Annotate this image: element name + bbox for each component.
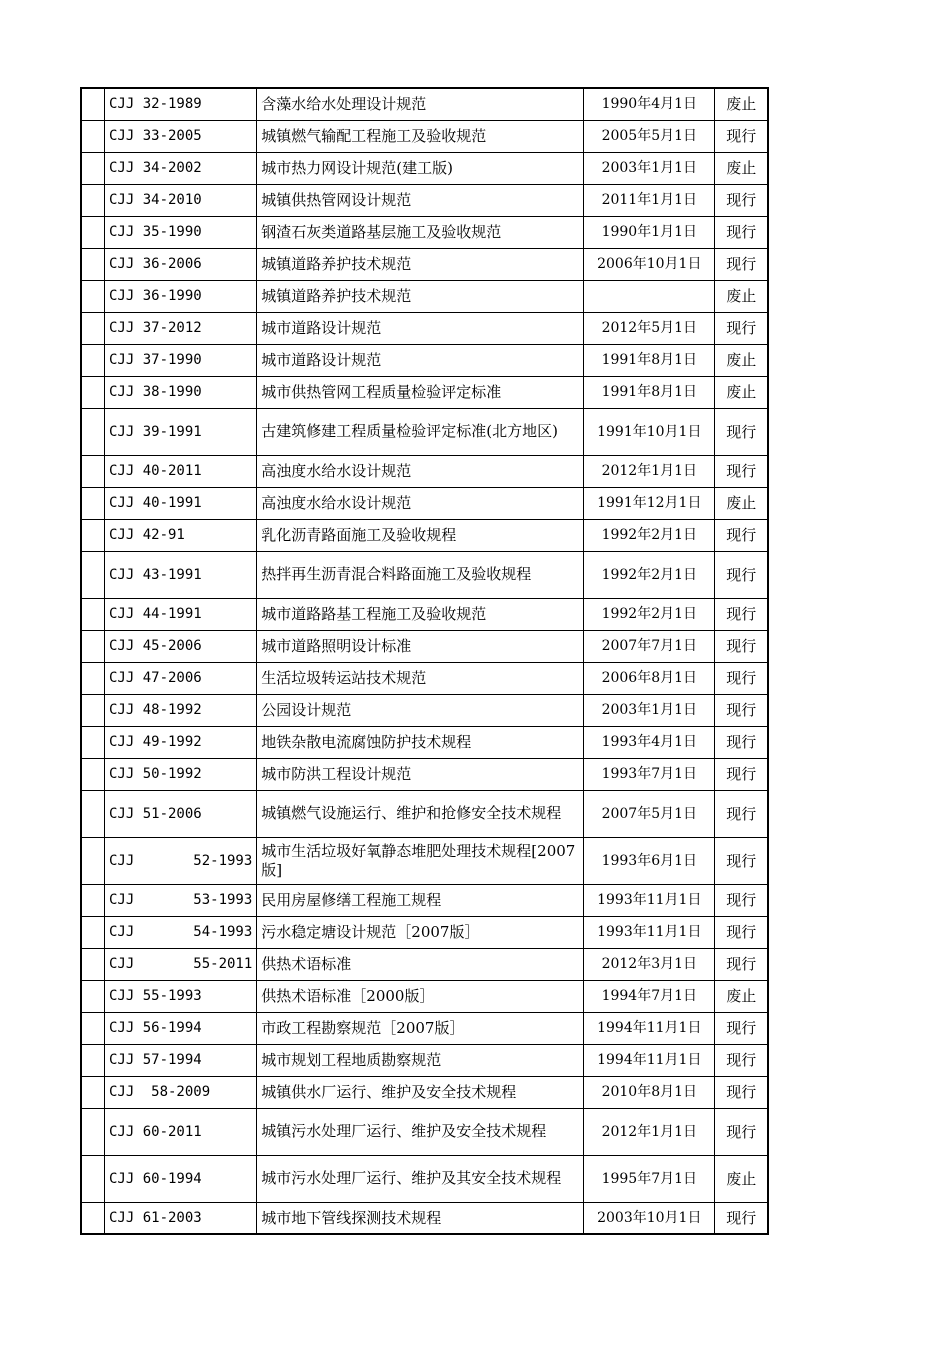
effective-date-cell[interactable]: 2005年5月1日 [584, 120, 715, 152]
status-cell[interactable]: 现行 [715, 1076, 769, 1108]
standard-name-cell[interactable]: 城镇道路养护技术规范 [257, 280, 584, 312]
row-index-cell[interactable] [81, 1076, 105, 1108]
standard-code-cell[interactable]: CJJ 40-1991 [105, 487, 257, 519]
table-row [81, 980, 768, 1012]
standard-name-cell[interactable]: 城镇燃气设施运行、维护和抢修安全技术规程 [257, 790, 584, 837]
effective-date-cell[interactable]: 2012年5月1日 [584, 312, 715, 344]
standard-name-cell[interactable]: 供热术语标准 [257, 948, 584, 980]
status-cell[interactable]: 现行 [715, 408, 769, 455]
standard-code-cell[interactable]: CJJ 55-1993 [105, 980, 257, 1012]
row-index-cell[interactable] [81, 790, 105, 837]
table-row [81, 1012, 768, 1044]
table-row [81, 1076, 768, 1108]
standard-code-cell[interactable]: CJJ 34-2010 [105, 184, 257, 216]
effective-date-cell[interactable]: 1991年8月1日 [584, 344, 715, 376]
standard-code-cell[interactable]: CJJ 37-1990 [105, 344, 257, 376]
row-index-cell[interactable] [81, 216, 105, 248]
table-row [81, 726, 768, 758]
standard-code-cell[interactable]: CJJ 35-1990 [105, 216, 257, 248]
status-cell[interactable]: 现行 [715, 519, 769, 551]
effective-date-cell[interactable]: 1992年2月1日 [584, 551, 715, 598]
table-row [81, 376, 768, 408]
standard-name-cell[interactable]: 乳化沥青路面施工及验收规程 [257, 519, 584, 551]
standard-name-cell[interactable]: 污水稳定塘设计规范［2007版］ [257, 916, 584, 948]
row-index-cell[interactable] [81, 948, 105, 980]
standard-code-cell[interactable]: CJJ 51-2006 [105, 790, 257, 837]
table-row [81, 551, 768, 598]
effective-date-cell[interactable]: 1993年6月1日 [584, 837, 715, 884]
table-row [81, 916, 768, 948]
row-index-cell[interactable] [81, 312, 105, 344]
standard-code-cell[interactable]: CJJ 43-1991 [105, 551, 257, 598]
table-row [81, 694, 768, 726]
table-row [81, 216, 768, 248]
row-index-cell[interactable] [81, 1202, 105, 1234]
standard-name-cell[interactable]: 城市道路路基工程施工及验收规范 [257, 598, 584, 630]
standard-name-cell[interactable]: 高浊度水给水设计规范 [257, 487, 584, 519]
standard-code-cell[interactable]: CJJ 57-1994 [105, 1044, 257, 1076]
standard-name-cell[interactable]: 钢渣石灰类道路基层施工及验收规范 [257, 216, 584, 248]
row-index-cell[interactable] [81, 248, 105, 280]
standard-name-cell[interactable]: 热拌再生沥青混合料路面施工及验收规程 [257, 551, 584, 598]
standard-name-cell[interactable]: 城市道路照明设计标准 [257, 630, 584, 662]
standard-name-cell[interactable]: 城市防洪工程设计规范 [257, 758, 584, 790]
standard-name-cell[interactable]: 城市地下管线探测技术规程 [257, 1202, 584, 1234]
effective-date-cell[interactable]: 1991年12月1日 [584, 487, 715, 519]
effective-date-cell[interactable]: 2007年5月1日 [584, 790, 715, 837]
status-cell[interactable]: 现行 [715, 837, 769, 884]
row-index-cell[interactable] [81, 837, 105, 884]
standard-name-cell[interactable]: 城镇燃气输配工程施工及验收规范 [257, 120, 584, 152]
status-cell[interactable]: 现行 [715, 790, 769, 837]
effective-date-cell[interactable]: 2010年8月1日 [584, 1076, 715, 1108]
effective-date-cell[interactable]: 1994年11月1日 [584, 1012, 715, 1044]
table-row [81, 312, 768, 344]
standard-name-cell[interactable]: 城镇供水厂运行、维护及安全技术规程 [257, 1076, 584, 1108]
standard-code-cell[interactable]: CJJ 61-2003 [105, 1202, 257, 1234]
standards-table-body [81, 88, 768, 1234]
standard-name-cell[interactable]: 高浊度水给水设计规范 [257, 455, 584, 487]
effective-date-cell[interactable]: 1992年2月1日 [584, 519, 715, 551]
standard-code-cell[interactable]: CJJ 47-2006 [105, 662, 257, 694]
table-row [81, 1202, 768, 1234]
status-cell[interactable]: 现行 [715, 598, 769, 630]
status-cell[interactable]: 现行 [715, 216, 769, 248]
effective-date-cell[interactable]: 1990年1月1日 [584, 216, 715, 248]
table-row [81, 758, 768, 790]
standard-name-cell[interactable]: 城镇道路养护技术规范 [257, 248, 584, 280]
standard-code-cell[interactable]: CJJ 48-1992 [105, 694, 257, 726]
effective-date-cell[interactable]: 1991年8月1日 [584, 376, 715, 408]
row-index-cell[interactable] [81, 120, 105, 152]
standard-name-cell[interactable]: 城市污水处理厂运行、维护及其安全技术规程 [257, 1155, 584, 1202]
row-index-cell[interactable] [81, 408, 105, 455]
standard-code-cell[interactable]: CJJ 54-1993 [105, 916, 257, 948]
effective-date-cell[interactable]: 1993年4月1日 [584, 726, 715, 758]
effective-date-cell[interactable]: 2007年7月1日 [584, 630, 715, 662]
table-row [81, 152, 768, 184]
table-row [81, 1044, 768, 1076]
standard-name-cell[interactable]: 城市道路设计规范 [257, 312, 584, 344]
table-row [81, 455, 768, 487]
standard-code-cell[interactable]: CJJ 50-1992 [105, 758, 257, 790]
effective-date-cell[interactable]: 2003年10月1日 [584, 1202, 715, 1234]
status-cell[interactable]: 现行 [715, 184, 769, 216]
standard-code-cell[interactable]: CJJ 60-1994 [105, 1155, 257, 1202]
row-index-cell[interactable] [81, 184, 105, 216]
effective-date-cell[interactable]: 2006年10月1日 [584, 248, 715, 280]
table-row [81, 630, 768, 662]
row-index-cell[interactable] [81, 487, 105, 519]
status-cell[interactable]: 废止 [715, 152, 769, 184]
status-cell[interactable]: 现行 [715, 120, 769, 152]
table-row [81, 948, 768, 980]
status-cell[interactable]: 现行 [715, 758, 769, 790]
standard-name-cell[interactable]: 城市规划工程地质勘察规范 [257, 1044, 584, 1076]
effective-date-cell[interactable]: 1993年7月1日 [584, 758, 715, 790]
table-row [81, 837, 768, 884]
table-row [81, 344, 768, 376]
row-index-cell[interactable] [81, 551, 105, 598]
standards-table [80, 87, 769, 1235]
effective-date-cell[interactable] [584, 280, 715, 312]
row-index-cell[interactable] [81, 152, 105, 184]
effective-date-cell[interactable]: 2012年1月1日 [584, 455, 715, 487]
standard-code-cell[interactable]: CJJ 37-2012 [105, 312, 257, 344]
status-cell[interactable]: 废止 [715, 980, 769, 1012]
table-row [81, 1108, 768, 1155]
standard-code-cell[interactable]: CJJ 56-1994 [105, 1012, 257, 1044]
status-cell[interactable]: 现行 [715, 694, 769, 726]
status-cell[interactable]: 废止 [715, 88, 769, 120]
effective-date-cell[interactable]: 1990年4月1日 [584, 88, 715, 120]
standard-name-cell[interactable]: 供热术语标准［2000版］ [257, 980, 584, 1012]
effective-date-cell[interactable]: 2006年8月1日 [584, 662, 715, 694]
status-cell[interactable]: 现行 [715, 1012, 769, 1044]
status-cell[interactable]: 现行 [715, 916, 769, 948]
row-index-cell[interactable] [81, 884, 105, 916]
effective-date-cell[interactable]: 2012年3月1日 [584, 948, 715, 980]
table-row [81, 1155, 768, 1202]
table-row [81, 487, 768, 519]
effective-date-cell[interactable]: 1994年11月1日 [584, 1044, 715, 1076]
table-row [81, 120, 768, 152]
status-cell[interactable]: 现行 [715, 630, 769, 662]
row-index-cell[interactable] [81, 344, 105, 376]
effective-date-cell[interactable]: 2003年1月1日 [584, 152, 715, 184]
table-row [81, 662, 768, 694]
status-cell[interactable]: 废止 [715, 280, 769, 312]
status-cell[interactable]: 现行 [715, 948, 769, 980]
row-index-cell[interactable] [81, 280, 105, 312]
status-cell[interactable]: 现行 [715, 884, 769, 916]
standard-name-cell[interactable]: 古建筑修建工程质量检验评定标准(北方地区) [257, 408, 584, 455]
standard-code-cell[interactable]: CJJ 45-2006 [105, 630, 257, 662]
status-cell[interactable]: 现行 [715, 551, 769, 598]
status-cell[interactable]: 现行 [715, 726, 769, 758]
standard-code-cell[interactable]: CJJ 32-1989 [105, 88, 257, 120]
standard-code-cell[interactable]: CJJ 44-1991 [105, 598, 257, 630]
row-index-cell[interactable] [81, 1155, 105, 1202]
table-row [81, 790, 768, 837]
row-index-cell[interactable] [81, 1044, 105, 1076]
status-cell[interactable]: 废止 [715, 487, 769, 519]
row-index-cell[interactable] [81, 598, 105, 630]
table-row [81, 408, 768, 455]
status-cell[interactable]: 现行 [715, 455, 769, 487]
table-row [81, 884, 768, 916]
effective-date-cell[interactable]: 1993年11月1日 [584, 916, 715, 948]
table-row [81, 184, 768, 216]
status-cell[interactable]: 废止 [715, 344, 769, 376]
standard-name-cell[interactable]: 公园设计规范 [257, 694, 584, 726]
status-cell[interactable]: 现行 [715, 662, 769, 694]
row-index-cell[interactable] [81, 980, 105, 1012]
table-row [81, 280, 768, 312]
effective-date-cell[interactable]: 1993年11月1日 [584, 884, 715, 916]
standard-name-cell[interactable]: 地铁杂散电流腐蚀防护技术规程 [257, 726, 584, 758]
standard-code-cell[interactable]: CJJ 42-91 [105, 519, 257, 551]
row-index-cell[interactable] [81, 88, 105, 120]
standard-code-cell[interactable]: CJJ 34-2002 [105, 152, 257, 184]
row-index-cell[interactable] [81, 726, 105, 758]
status-cell[interactable]: 现行 [715, 312, 769, 344]
standard-name-cell[interactable]: 城镇污水处理厂运行、维护及安全技术规程 [257, 1108, 584, 1155]
standard-code-cell[interactable]: CJJ 49-1992 [105, 726, 257, 758]
row-index-cell[interactable] [81, 1108, 105, 1155]
effective-date-cell[interactable]: 1994年7月1日 [584, 980, 715, 1012]
standard-code-cell[interactable]: CJJ 38-1990 [105, 376, 257, 408]
standard-name-cell[interactable]: 含藻水给水处理设计规范 [257, 88, 584, 120]
status-cell[interactable]: 现行 [715, 248, 769, 280]
effective-date-cell[interactable]: 1992年2月1日 [584, 598, 715, 630]
standard-code-cell[interactable]: CJJ 33-2005 [105, 120, 257, 152]
status-cell[interactable]: 废止 [715, 1155, 769, 1202]
effective-date-cell[interactable]: 2003年1月1日 [584, 694, 715, 726]
standard-code-cell[interactable]: CJJ 53-1993 [105, 884, 257, 916]
status-cell[interactable]: 现行 [715, 1044, 769, 1076]
table-row [81, 598, 768, 630]
row-index-cell[interactable] [81, 630, 105, 662]
row-index-cell[interactable] [81, 519, 105, 551]
standard-name-cell[interactable]: 城市供热管网工程质量检验评定标准 [257, 376, 584, 408]
status-cell[interactable]: 废止 [715, 376, 769, 408]
effective-date-cell[interactable]: 1995年7月1日 [584, 1155, 715, 1202]
row-index-cell[interactable] [81, 1012, 105, 1044]
standard-code-cell[interactable]: CJJ 55-2011 [105, 948, 257, 980]
effective-date-cell[interactable]: 1991年10月1日 [584, 408, 715, 455]
standard-code-cell[interactable]: CJJ 58-2009 [105, 1076, 257, 1108]
row-index-cell[interactable] [81, 455, 105, 487]
row-index-cell[interactable] [81, 376, 105, 408]
row-index-cell[interactable] [81, 758, 105, 790]
standard-name-cell[interactable]: 城镇供热管网设计规范 [257, 184, 584, 216]
standard-code-cell[interactable]: CJJ 40-2011 [105, 455, 257, 487]
effective-date-cell[interactable]: 2011年1月1日 [584, 184, 715, 216]
standard-name-cell[interactable]: 生活垃圾转运站技术规范 [257, 662, 584, 694]
standard-name-cell[interactable]: 城市热力网设计规范(建工版) [257, 152, 584, 184]
effective-date-cell[interactable]: 2012年1月1日 [584, 1108, 715, 1155]
standard-code-cell[interactable]: CJJ 36-1990 [105, 280, 257, 312]
standard-name-cell[interactable]: 城市生活垃圾好氧静态堆肥处理技术规程[2007版] [257, 837, 584, 884]
status-cell[interactable]: 现行 [715, 1202, 769, 1234]
table-row [81, 248, 768, 280]
standard-name-cell[interactable]: 市政工程勘察规范［2007版］ [257, 1012, 584, 1044]
standard-code-cell[interactable]: CJJ 36-2006 [105, 248, 257, 280]
row-index-cell[interactable] [81, 662, 105, 694]
standard-name-cell[interactable]: 民用房屋修缮工程施工规程 [257, 884, 584, 916]
row-index-cell[interactable] [81, 694, 105, 726]
table-row [81, 519, 768, 551]
standard-code-cell[interactable]: CJJ 60-2011 [105, 1108, 257, 1155]
standard-name-cell[interactable]: 城市道路设计规范 [257, 344, 584, 376]
table-row [81, 88, 768, 120]
status-cell[interactable]: 现行 [715, 1108, 769, 1155]
standard-code-cell[interactable]: CJJ 39-1991 [105, 408, 257, 455]
row-index-cell[interactable] [81, 916, 105, 948]
standard-code-cell[interactable]: CJJ 52-1993 [105, 837, 257, 884]
